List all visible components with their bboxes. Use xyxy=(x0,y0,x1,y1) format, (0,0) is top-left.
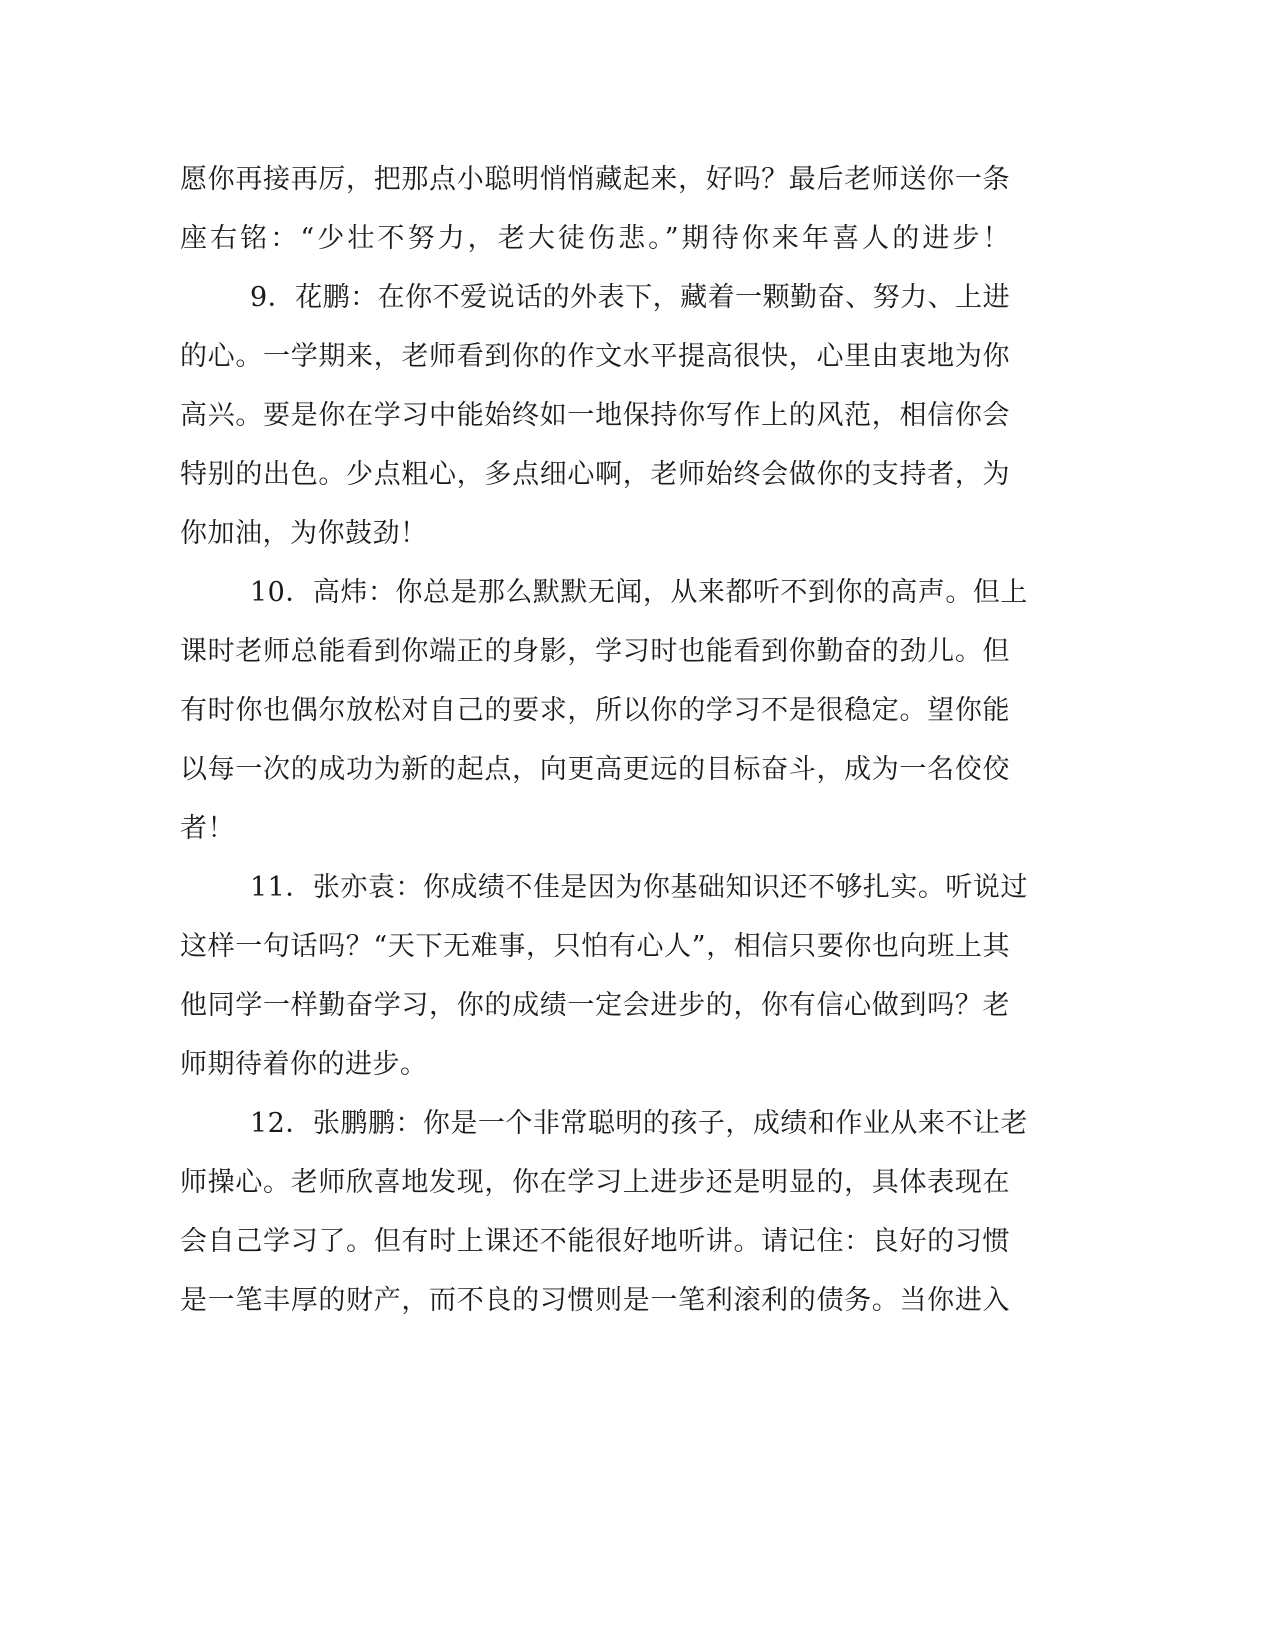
paragraph-first-line: 12．张鹏鹏：你是一个非常聪明的孩子，成绩和作业从来不让老 xyxy=(250,1108,1028,1139)
paragraph-first-line: 11．张亦袁：你成绩不佳是因为你基础知识还不够扎实。听说过 xyxy=(250,872,1028,903)
text-line: 是一笔丰厚的财产，而不良的习惯则是一笔利滚利的债务。当你进入 xyxy=(180,1285,1010,1316)
text-line: 愿你再接再厉，把那点小聪明悄悄藏起来，好吗？最后老师送你一条 xyxy=(180,164,1010,195)
text-line: 课时老师总能看到你端正的身影，学习时也能看到你勤奋的劲儿。但 xyxy=(180,636,1010,667)
text-line: 他同学一样勤奋学习，你的成绩一定会进步的，你有信心做到吗？老 xyxy=(180,990,1010,1021)
text-line: 高兴。要是你在学习中能始终如一地保持你写作上的风范，相信你会 xyxy=(180,400,1010,431)
text-line: 座右铭：“少壮不努力，老大徒伤悲。”期待你来年喜人的进步！ xyxy=(180,223,1010,254)
text-line: 以每一次的成功为新的起点，向更高更远的目标奋斗，成为一名佼佼 xyxy=(180,754,1010,785)
text-line: 会自己学习了。但有时上课还不能很好地听讲。请记住：良好的习惯 xyxy=(180,1226,1010,1257)
text-line: 特别的出色。少点粗心，多点细心啊，老师始终会做你的支持者，为 xyxy=(180,459,1010,490)
paragraph-first-line: 10．高炜：你总是那么默默无闻，从来都听不到你的高声。但上 xyxy=(250,577,1028,608)
paragraph-first-line: 9．花鹏：在你不爱说话的外表下，藏着一颗勤奋、努力、上进 xyxy=(250,282,1011,313)
text-line: 你加油，为你鼓劲！ xyxy=(180,518,428,549)
text-line: 者！ xyxy=(180,813,235,844)
text-line: 师操心。老师欣喜地发现，你在学习上进步还是明显的，具体表现在 xyxy=(180,1167,1010,1198)
text-line: 的心。一学期来，老师看到你的作文水平提高很快，心里由衷地为你 xyxy=(180,341,1010,372)
text-line: 这样一句话吗？“天下无难事，只怕有心人”，相信只要你也向班上其 xyxy=(180,931,1010,962)
text-line: 师期待着你的进步。 xyxy=(180,1049,428,1080)
text-line: 有时你也偶尔放松对自己的要求，所以你的学习不是很稳定。望你能 xyxy=(180,695,1010,726)
